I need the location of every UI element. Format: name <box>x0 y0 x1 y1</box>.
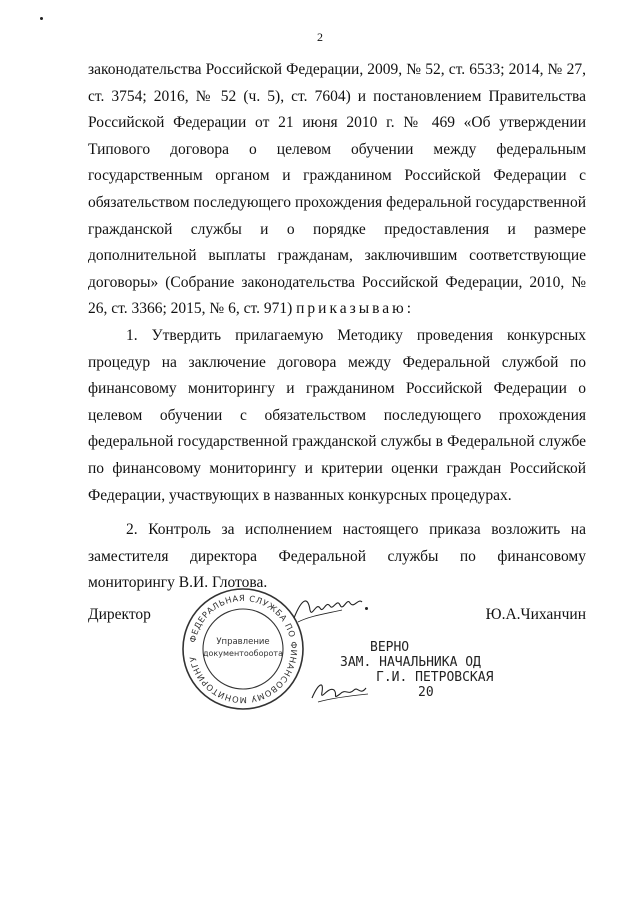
intro-line: ст. 3754; 2016, № 52 (ч. 5), ст. 7604) и постановлением Правительства <box>88 87 586 105</box>
item2-line-last: В.И. Глотова. <box>178 574 268 592</box>
intro-line: законодательства Российской Федерации, 2009, № 52, ст. 6533; 2014, № 27, <box>88 61 586 78</box>
signatory-name: Ю.А.Чиханчин <box>485 606 586 623</box>
scan-speck <box>40 17 43 20</box>
intro-line-last: Федерации, 2010, № 26, ст. 3366; 2015, № 6, ст. 971) <box>88 273 587 318</box>
intro-line: договора о целевом обучении между федеральным государственным органом <box>88 140 586 185</box>
seal-center-line1: Управление <box>216 637 270 647</box>
certify-name: Г.И. ПЕТРОВСКАЯ <box>376 670 494 685</box>
item1-line: мониторингу и критерии оценки граждан Российской Федерации, <box>88 459 587 504</box>
certify-true-copy: ВЕРНО <box>370 640 410 655</box>
intro-line: соответствующие договоры» (Собрание законодательства Российской <box>88 247 586 291</box>
intro-line: прохождения федеральной государственной гражданской службы и о порядке <box>88 193 586 238</box>
intro-line: предоставления и размере дополнительной выплаты гражданам, заключившим <box>88 220 587 265</box>
certify-position: ЗАМ. НАЧАЛЬНИКА ОД <box>340 655 481 670</box>
official-seal <box>178 584 308 714</box>
certifier-signature <box>308 676 380 706</box>
item1-line: 1. Утвердить прилагаемую Методику проведения конкурсных <box>126 326 586 344</box>
certify-year: 20 <box>418 685 434 700</box>
intro-line: Российской Федерации от 21 июня 2010 г. № 469 «Об утверждении Типового <box>88 114 586 158</box>
scan-speck <box>365 607 368 610</box>
item1-line: процедур на заключение договора между Федеральной службой <box>88 353 559 371</box>
page-number: 2 <box>317 30 323 44</box>
seal-ring-text: ФЕДЕРАЛЬНАЯ СЛУЖБА ПО ФИНАНСОВОМУ МОНИТОРИНГУ <box>187 592 300 706</box>
item1-line-last: участвующих в названных конкурсных процедурах. <box>168 486 512 504</box>
item1-line: государственной гражданской службы в Федеральной службе по финансовому <box>88 433 587 477</box>
director-signature <box>290 588 370 628</box>
intro-line: и гражданином Российской Федерации с обязательством последующего <box>88 167 587 211</box>
signatory-role: Директор <box>88 606 151 623</box>
item1-line: по финансовому мониторингу и гражданином Российской Федерации о <box>88 353 586 398</box>
seal-center-line2: документооборота <box>203 649 283 658</box>
item2-line: 2. Контроль за исполнением настоящего приказа возложить на <box>126 521 586 539</box>
item2-line: заместителя директора Федеральной службы по финансовому мониторингу <box>88 547 586 592</box>
item1-line: целевом обучении с обязательством последующего прохождения федеральной <box>88 406 586 451</box>
order-word: приказываю: <box>296 300 415 318</box>
